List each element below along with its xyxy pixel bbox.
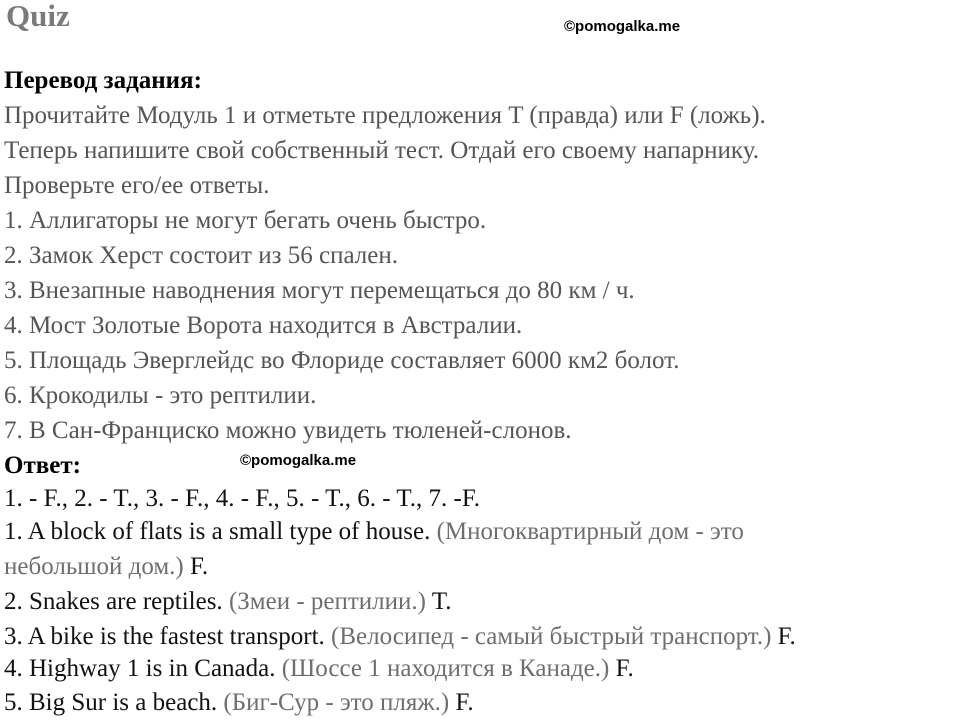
quiz-line [4, 652, 634, 686]
translation-item: 2. Замок Херст состоит из 56 спален. [4, 242, 398, 269]
quiz-russian: (Шоссе 1 находится в Канаде.) [281, 655, 610, 682]
translation-item: 1. Аллигаторы не могут бегать очень быстро. [4, 207, 487, 234]
translation-item: 3. Внезапные наводнения могут перемещаться до 80 км / ч. [4, 277, 635, 304]
quiz-line [4, 550, 208, 584]
instruction-line: Теперь напишите свой собственный тест. Отдай его своему напарнику. [4, 137, 759, 164]
quiz-english: 1. A block of flats is a small type of house. [4, 518, 431, 545]
quiz-english: 3. A bike is the fastest transport. [4, 623, 325, 650]
quiz-russian: (Змеи - рептилии.) [228, 588, 426, 615]
instruction-line: Проверьте его/ее ответы. [4, 172, 270, 199]
translation-item: 5. Площадь Эверглейдс во Флориде составляет 6000 км2 болот. [4, 347, 680, 374]
translation-item: 7. В Сан-Франциско можно увидеть тюленей-слонов. [4, 417, 572, 444]
quiz-russian: (Многоквартирный дом - это [436, 518, 744, 545]
quiz-english: 4. Highway 1 is in Canada. [4, 655, 276, 682]
quiz-russian: небольшой дом.) [4, 553, 184, 580]
quiz-line [4, 620, 796, 654]
quiz-mark: F. [615, 655, 634, 682]
translation-item: 4. Мост Золотые Ворота находится в Австралии. [4, 312, 523, 339]
watermark: ©pomogalka.me [240, 452, 357, 469]
quiz-russian: (Велосипед - самый быстрый транспорт.) [331, 623, 772, 650]
watermark: ©pomogalka.me [564, 18, 681, 35]
quiz-russian: (Биг-Сур - это пляж.) [223, 689, 450, 716]
instruction-line: Прочитайте Модуль 1 и отметьте предложения T (правда) или F (ложь). [4, 102, 766, 129]
answer-heading: Ответ: [4, 452, 81, 479]
quiz-line [4, 515, 744, 549]
translation-heading: Перевод задания: [4, 67, 202, 94]
answer-summary: 1. - F., 2. - T., 3. - F., 4. - F., 5. - T., 6. - T., 7. -F. [4, 485, 481, 512]
quiz-line [4, 585, 451, 619]
quiz-line [4, 686, 474, 720]
quiz-mark: F. [777, 623, 796, 650]
quiz-english: 2. Snakes are reptiles. [4, 588, 223, 615]
quiz-english: 5. Big Sur is a beach. [4, 689, 218, 716]
quiz-mark: F. [190, 553, 209, 580]
page-title: Quiz [6, 0, 70, 33]
quiz-mark: T. [431, 588, 452, 615]
translation-item: 6. Крокодилы - это рептилии. [4, 382, 317, 409]
quiz-mark: F. [455, 689, 474, 716]
